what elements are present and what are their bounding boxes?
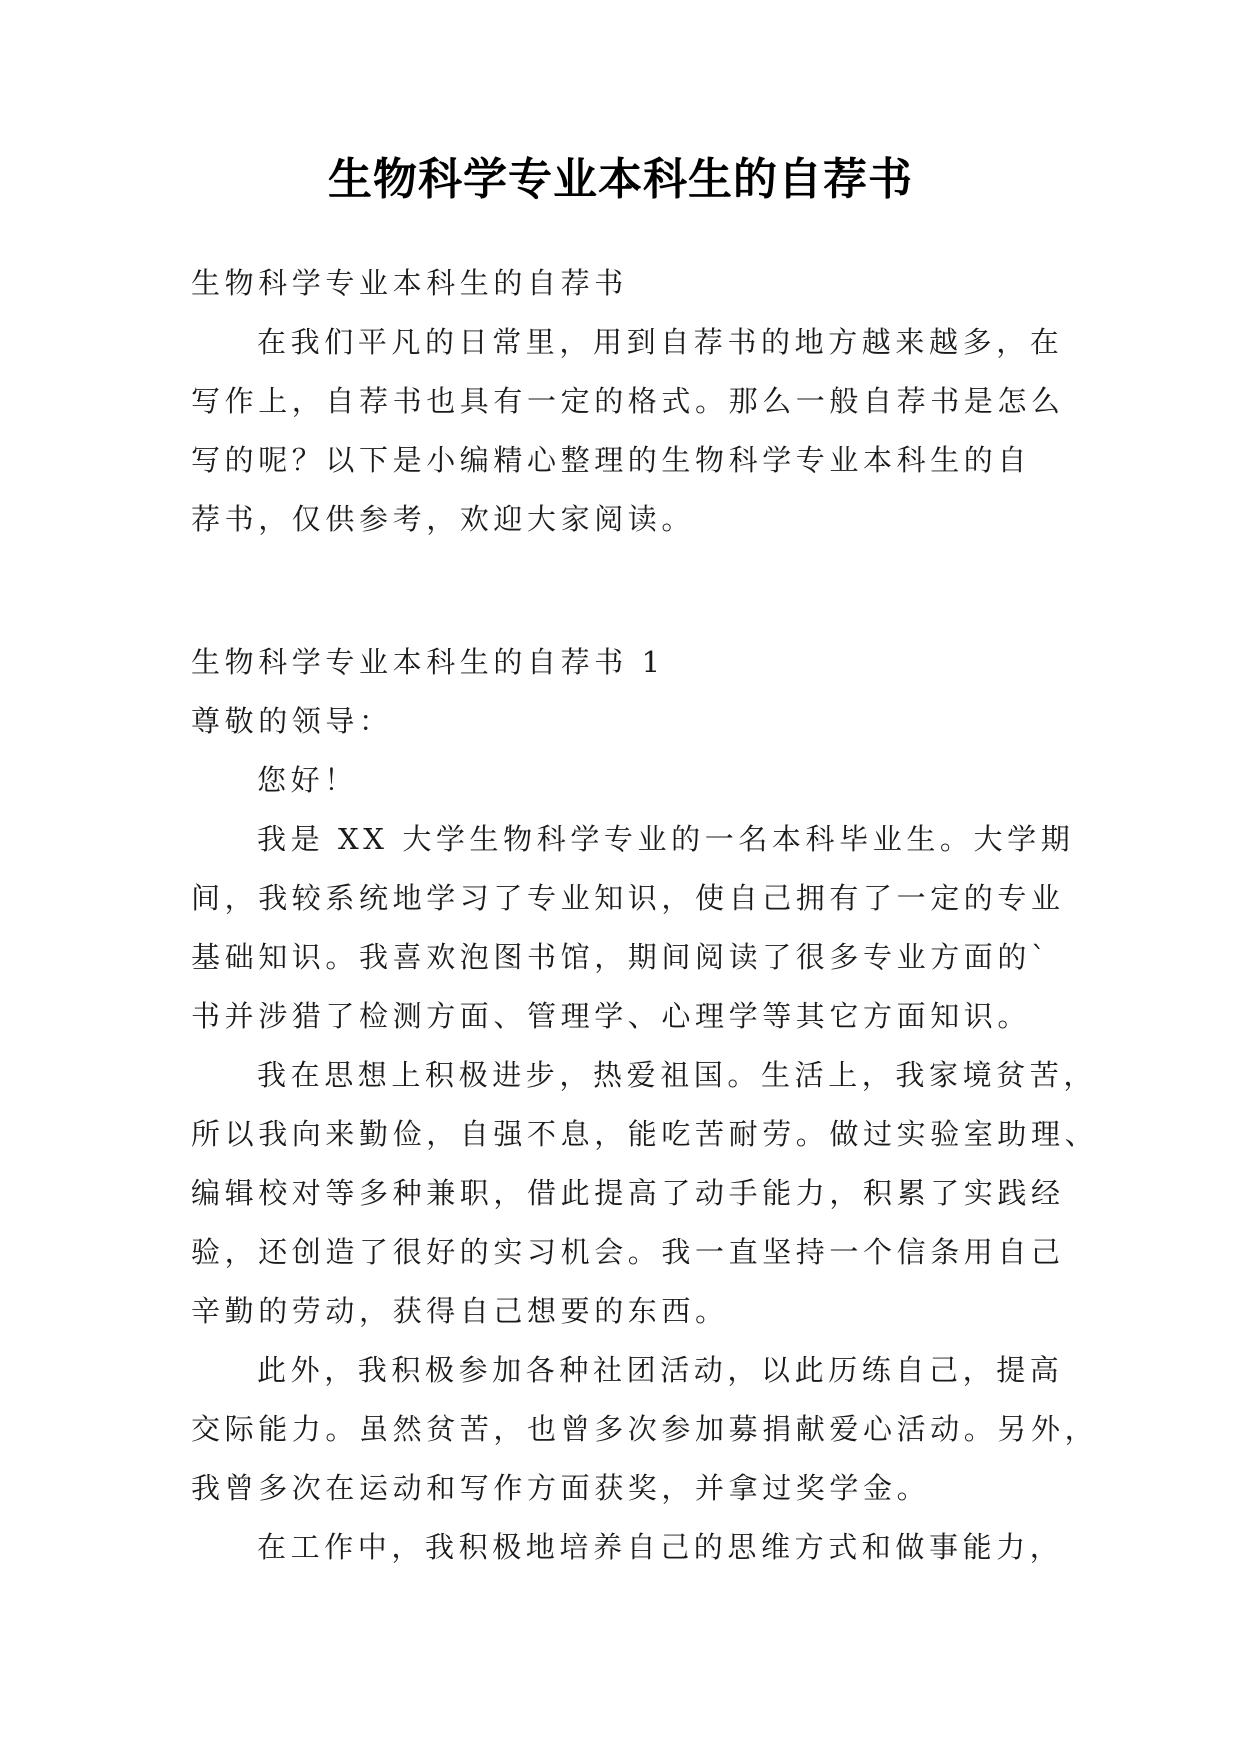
paragraph-2-line: 所以我向来勤俭，自强不息，能吃苦耐劳。做过实验室助理、 [191, 1117, 1099, 1151]
paragraph-3-line: 此外，我积极参加各种社团活动，以此历练自己，提高 [257, 1353, 1064, 1387]
paragraph-1-line: 书并涉猎了检测方面、管理学、心理学等其它方面知识。 [191, 999, 1032, 1033]
paragraph-2-line: 辛勤的劳动，获得自己想要的东西。 [191, 1294, 729, 1328]
intro-line: 写作上，自荐书也具有一定的格式。那么一般自荐书是怎么 [191, 384, 1065, 418]
intro-heading: 生物科学专业本科生的自荐书 [191, 266, 628, 300]
paragraph-3-line: 交际能力。虽然贫苦，也曾多次参加募捐献爱心活动。另外， [191, 1412, 1099, 1446]
paragraph-2-line: 我在思想上积极进步，热爱祖国。生活上，我家境贫苦， [257, 1058, 1098, 1092]
paragraph-1-line: 间，我较系统地学习了专业知识，使自己拥有了一定的专业 [191, 881, 1065, 915]
paragraph-1-line: 基础知识。我喜欢泡图书馆，期间阅读了很多专业方面的` [191, 940, 1051, 974]
intro-line: 在我们平凡的日常里，用到自荐书的地方越来越多，在 [257, 325, 1064, 359]
document-title: 生物科学专业本科生的自荐书 [328, 154, 913, 205]
intro-line: 写的呢？以下是小编精心整理的生物科学专业本科生的自 [191, 443, 1032, 477]
paragraph-1-line: 我是 XX 大学生物科学专业的一名本科毕业生。大学期 [257, 822, 1075, 856]
paragraph-3-line: 我曾多次在运动和写作方面获奖，并拿过奖学金。 [191, 1471, 931, 1505]
paragraph-4-line: 在工作中，我积极地培养自己的思维方式和做事能力， [257, 1530, 1064, 1564]
salutation: 尊敬的领导： [191, 704, 393, 738]
greeting: 您好！ [257, 763, 358, 797]
document-body-letter [191, 633, 1099, 1577]
paragraph-2-line: 验，还创造了很好的实习机会。我一直坚持一个信条用自己 [191, 1235, 1065, 1269]
section-heading: 生物科学专业本科生的自荐书 1 [191, 645, 665, 679]
document-body-intro [191, 254, 1065, 549]
intro-line: 荐书，仅供参考，欢迎大家阅读。 [191, 502, 696, 536]
paragraph-2-line: 编辑校对等多种兼职，借此提高了动手能力，积累了实践经 [191, 1176, 1065, 1210]
